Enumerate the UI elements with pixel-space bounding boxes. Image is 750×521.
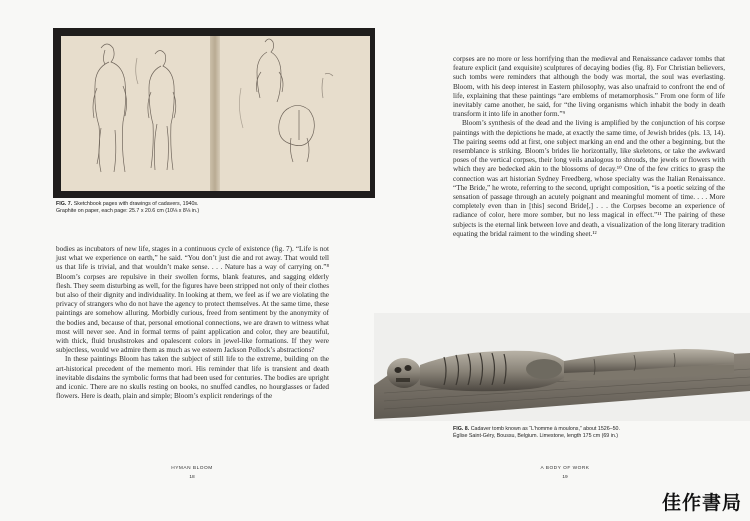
fig8-caption-text: Cadaver tomb known as “L’homme à moulons,” about 1526–50. [470,426,620,432]
right-page-number: 19 [562,475,568,480]
fig7-caption-line2: Graphite on paper, each page: 25.7 x 20.6 cm (10⅛ x 8⅛ in.) [56,208,200,214]
fig8-caption-label: FIG. 8. [453,426,470,432]
watermark: 佳作書局 [661,492,742,514]
right-paragraph-1: corpses are no more or less horrifying than the medieval and Renaissance cadaver tombs that feature explicit (and exquisite) sculptures of decaying bodies (fig. 8). For Christian believers, such tombs were reminders that although the body was mortal, the soul was everlasting. Bloom, with his deep interest in Eastern philosophy, was also unafraid to confront the end of life, explaining that these paintings “are emblems of metamorphosis.” From one form of life inevitably came another, he said, for “the living organisms which inhabit the body in death transform it into life in another form.”⁹ [453,55,725,119]
cadaver-tomb-figure [374,313,750,421]
right-body-text [453,55,725,239]
sketchbook-figure [53,28,378,198]
left-footer [152,466,232,480]
fig7-caption-label: FIG. 7. [56,201,73,207]
right-running-title: A BODY OF WORK [540,466,590,471]
fig8-caption [453,426,713,440]
cadaver-sketches [53,28,378,198]
cadaver-tomb-photo [374,313,750,421]
fig8-caption-line2: Église Saint-Géry, Boussu, Belgium. Limestone, length 175 cm (69 in.) [453,433,619,439]
right-paragraph-2: Bloom’s synthesis of the dead and the living is amplified by the conjunction of his corpse paintings with the depictions he made, at exactly the same time, of Jewish brides (pls. 13, 14). The pairing seems odd at first, one subject marking an end and the other a beginning, but the resemblance is striking. Bloom’s brides lie horizontally, like skeletons, or take the awkward poses of the vertical corpses, their long veils analogous to shrouds, the jewels or flowers with which they are bedecked akin to the blossoms of decay.¹⁰ One of the few critics to grasp the connection was art historian Sydney Freedberg, whose specialty was the Italian Renaissance. “The Bride,” he wrote, referring to the second, upright composition, “is a poetic seizing of the sensation of passage through an acutely poignant and meaningful moment of time. . . . More completely even than in [this] second Bride[,] . . . the Corpses become an experience of radiance of color, here more somber, but no less magical in effect.”¹¹ The pairing of these subjects is the eternal link between love and death, a visualization of the long literary tradition equating the bridal raiment to the winding sheet.¹² [453,119,725,238]
right-footer [525,466,605,480]
fig7-caption-text: Sketchbook pages with drawings of cadavers, 1940s. [73,201,199,207]
right-page [375,0,750,521]
fig7-caption [56,201,286,215]
left-page-number: 18 [189,475,195,480]
left-paragraph-2: In these paintings Bloom has taken the subject of still life to the extreme, building on the art-historical precedent of the memento mori. His reminder that life is transient and death inevitable disdains the symbolic forms that had been used for centuries. The bodies are upright and iconic. There are no skulls resting on books, no snuffed candles, no hourglasses or faded flowers. Here is death, plain and simple; Bloom’s explicit renderings of the [56,355,329,401]
left-paragraph-1: bodies as incubators of new life, stages in a continuous cycle of existence (fig. 7). “Life is not just what we experience on earth,” he said. “You don’t just die and rot away. That would tell us that life is trivial, and that wouldn’t make sense. . . . Nature has a way of carrying on.”⁸ Bloom’s corpses are repulsive in their swollen forms, blank features, and sagging elderly flesh. They seem disturbing as well, for the figures have been stripped not only of their clothes but also of their dignity and individuality. In looking at them, we feel as if we are violating the privacy of strangers who do not have the agency to protect themselves. At the same time, these paintings are somehow alluring. Morbidly curious, freed from sentiment by the anonymity of the bodies and, because of that, personal emotional connections, we are drawn to witness what most will never see. And in formal terms of paint application and color, they are beautiful, with thick, fluid brushstrokes and opalescent colors in jewel-like formations. If they were subjectless, would we admire them as much as we esteem Jackson Pollock’s abstractions? [56,245,329,355]
left-running-title: HYMAN BLOOM [171,466,213,471]
left-body-text [56,245,329,401]
